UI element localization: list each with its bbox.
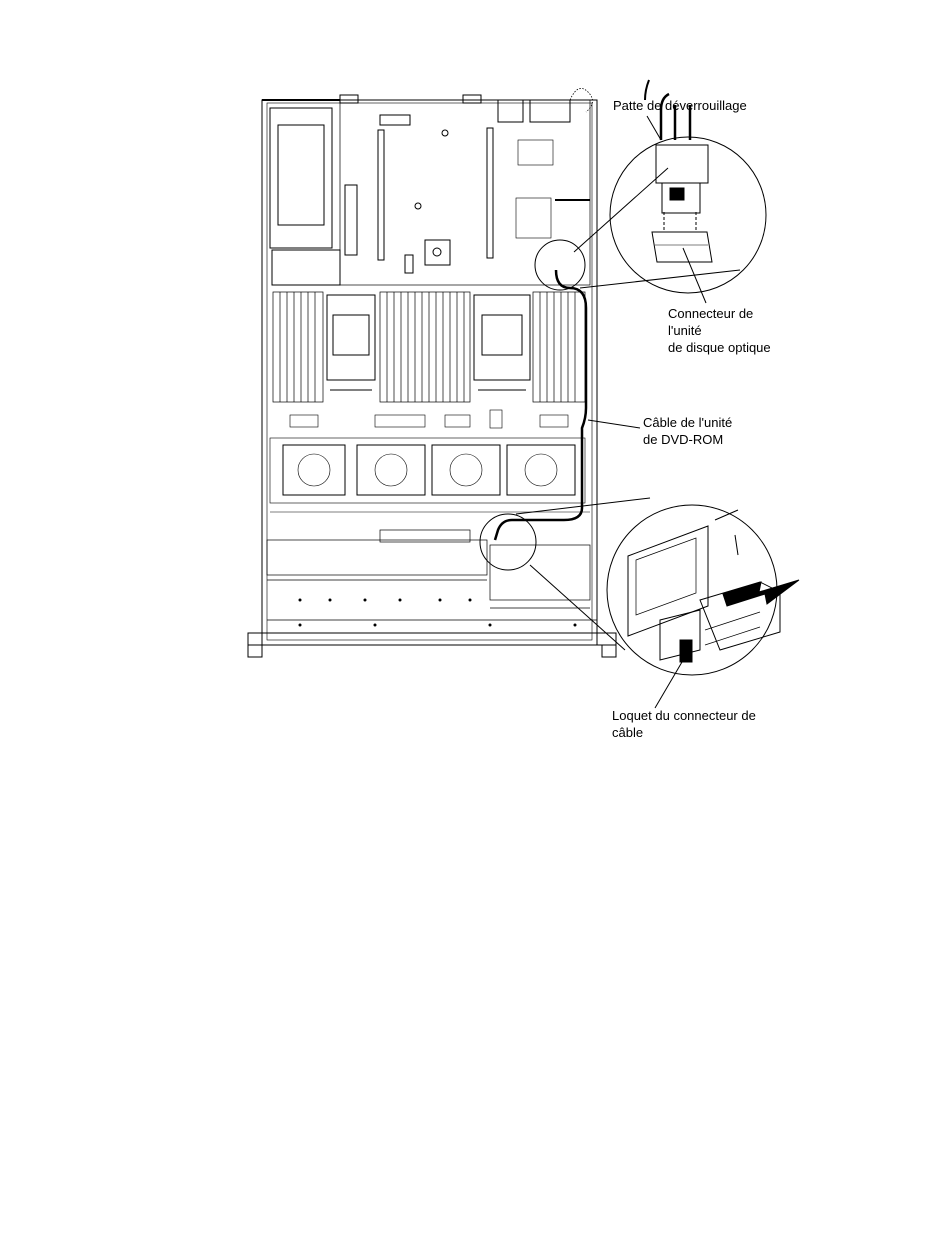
fan-cage — [270, 438, 590, 512]
dvd-cable-label-line: de DVD-ROM — [643, 432, 724, 447]
zoom-line — [580, 270, 740, 288]
release-tab-label-line: Patte de déverrouillage — [613, 98, 747, 113]
dimm-banks — [273, 292, 585, 402]
pull-direction-arrow — [723, 580, 799, 606]
optical-connector-label — [668, 305, 771, 356]
optical-connector-label-line: Connecteur de — [668, 306, 754, 321]
dvd-rom-cable — [495, 270, 586, 540]
processor-sockets — [327, 295, 530, 390]
latch-highlight-circle — [480, 514, 536, 570]
cable-latch-label — [612, 707, 756, 741]
latch-leader — [655, 662, 682, 708]
power-supply-area — [270, 108, 340, 285]
release-tab-label — [613, 97, 747, 114]
optical-connector-label-line: l'unité — [668, 323, 702, 338]
connector-leader — [683, 248, 706, 303]
release-tab-leader — [647, 116, 661, 140]
system-board — [340, 95, 590, 285]
dvd-cable-label — [643, 414, 732, 448]
cable-latch-label-line: câble — [612, 725, 644, 740]
dvd-cable-label-line: Câble de l'unité — [643, 415, 733, 430]
drive-screws — [299, 599, 577, 627]
zoom-line — [530, 565, 625, 650]
cable-leader — [588, 420, 640, 428]
cable-latch-label-line: Loquet du connecteur de — [612, 708, 756, 723]
board-connectors — [290, 410, 568, 428]
optical-connector-label-line: de disque optique — [668, 340, 771, 355]
zoom-line — [574, 168, 668, 252]
drive-backplane — [267, 530, 597, 620]
